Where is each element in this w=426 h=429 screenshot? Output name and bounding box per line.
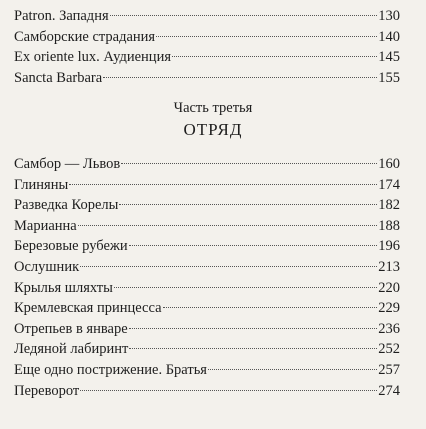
dot-leader <box>80 390 377 391</box>
dot-leader <box>103 77 377 78</box>
toc-entry-title: Крылья шляхты <box>14 279 113 296</box>
toc-entry <box>14 154 400 175</box>
toc-entry-title: Глиняны <box>14 176 69 193</box>
toc-entry-title: Марианна <box>14 217 77 234</box>
dot-leader <box>129 245 378 246</box>
toc-entry <box>14 319 400 340</box>
toc-entry-page-number: 236 <box>378 320 400 337</box>
toc-entry-page-number: 196 <box>378 238 400 255</box>
dot-leader <box>129 328 378 329</box>
toc-entry <box>14 195 400 216</box>
toc-entry-title: Ex oriente lux. Аудиенция <box>14 49 172 66</box>
toc-entry-page-number: 188 <box>378 217 400 234</box>
toc-entry-title: Самбор — Львов <box>14 156 121 172</box>
dot-leader <box>208 369 377 370</box>
toc-entry-page-number: 229 <box>378 300 400 317</box>
dot-leader <box>163 307 378 308</box>
dot-leader <box>172 56 377 57</box>
toc-entry-title: Переворот <box>14 382 80 399</box>
toc-entry-title: Ледяной лабиринт <box>14 341 129 358</box>
toc-entry-page-number: 155 <box>378 69 400 86</box>
toc-entry-page-number: 220 <box>378 279 400 296</box>
toc-entry <box>14 27 400 48</box>
toc-entry <box>14 257 400 278</box>
toc-entry-page-number: 160 <box>378 156 400 172</box>
toc-entry <box>14 236 400 257</box>
toc-entry-title: Отрепьев в январе <box>14 320 128 337</box>
toc-entry-title: Patron. Западня <box>14 8 109 24</box>
toc-entry <box>14 175 400 196</box>
dot-leader <box>119 204 377 205</box>
toc-entry-page-number: 130 <box>378 8 400 24</box>
toc-entry-page-number: 145 <box>378 49 400 66</box>
toc-entry-title: Березовые рубежи <box>14 238 128 255</box>
dot-leader <box>129 348 377 349</box>
toc-entry-page-number: 274 <box>378 382 400 399</box>
toc-entry <box>14 360 400 381</box>
toc-entry-page-number: 257 <box>378 361 400 378</box>
toc-entry-page-number: 140 <box>378 28 400 45</box>
toc-entry-title: Разведка Корелы <box>14 197 119 214</box>
dot-leader <box>114 287 377 288</box>
dot-leader <box>110 15 378 16</box>
toc-entry-page-number: 174 <box>378 176 400 193</box>
toc-entry <box>14 298 400 319</box>
toc-entry-title: Sancta Barbara <box>14 69 103 86</box>
toc-entry-page-number: 182 <box>378 197 400 214</box>
toc-entry-page-number: 252 <box>378 341 400 358</box>
toc-entry <box>14 47 400 68</box>
toc-entry-title: Ослушник <box>14 258 80 275</box>
dot-leader <box>78 225 378 226</box>
toc-entry-title: Кремлевская принцесса <box>14 300 162 317</box>
dot-leader <box>80 266 377 267</box>
toc-entry <box>14 339 400 360</box>
toc-entry-title: Еще одно пострижение. Братья <box>14 361 207 378</box>
part-label: Часть третья <box>173 100 253 116</box>
toc-entry <box>14 381 400 402</box>
dot-leader <box>69 184 377 185</box>
toc-entry <box>14 68 400 89</box>
toc-section-top <box>14 6 400 88</box>
dot-leader <box>121 163 377 164</box>
toc-entry <box>14 216 400 237</box>
toc-entry <box>14 278 400 299</box>
part-title: ОТРЯД <box>183 120 243 139</box>
toc-entry-title: Самборские страдания <box>14 28 156 45</box>
toc-entry <box>14 6 400 27</box>
toc-entry-page-number: 213 <box>378 258 400 275</box>
toc-section-part-three <box>14 154 400 401</box>
dot-leader <box>156 36 377 37</box>
